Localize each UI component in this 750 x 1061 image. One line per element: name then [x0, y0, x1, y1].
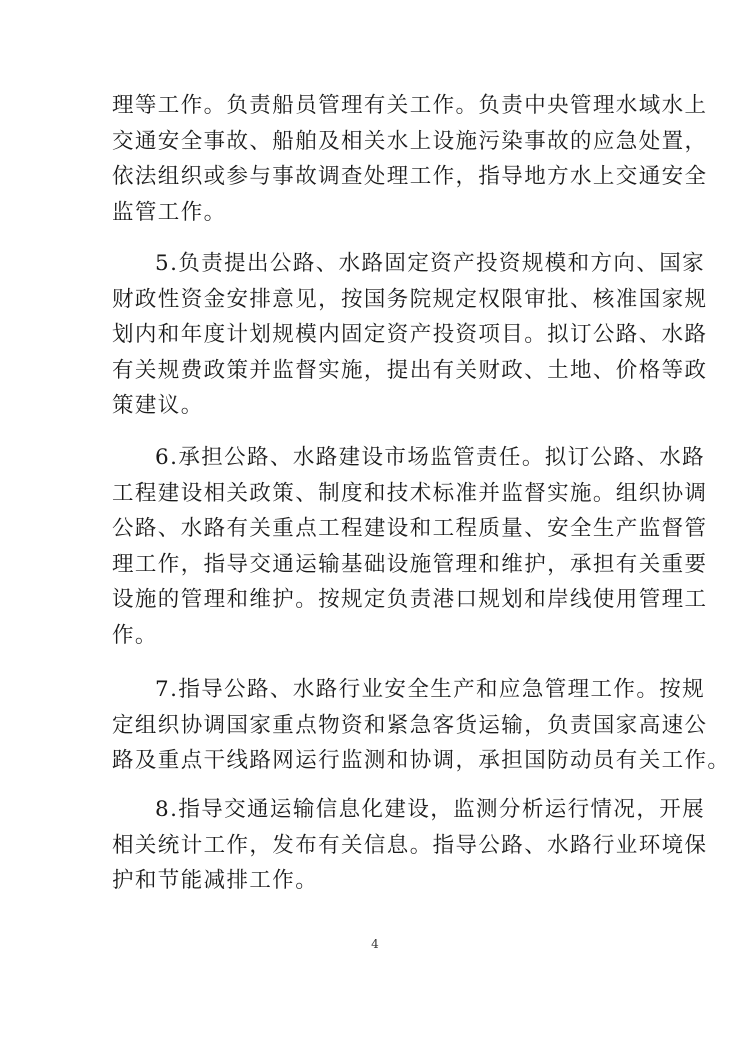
- text-line: 8.指导交通运输信息化建设，监测分析运行情况，开展: [155, 797, 706, 822]
- paragraph-item-7: [112, 672, 731, 779]
- text-line: 划内和年度计划规模内固定资产投资项目。拟订公路、水路: [112, 322, 708, 347]
- text-line: 护和节能减排工作。: [112, 868, 319, 893]
- paragraph-item-6: [112, 440, 708, 653]
- text-line: 公路、水路有关重点工程建设和工程质量、安全生产监督管: [112, 516, 708, 541]
- text-line: 5.负责提出公路、水路固定资产投资规模和方向、国家: [155, 251, 706, 276]
- text-line: 有关规费政策并监督实施，提出有关财政、土地、价格等政: [112, 357, 708, 383]
- text-line: 依法组织或参与事故调查处理工作，指导地方水上交通安全: [112, 164, 708, 189]
- text-line: 交通安全事故、船舶及相关水上设施污染事故的应急处置，: [112, 128, 708, 154]
- text-line: 作。: [112, 622, 158, 648]
- text-line: 理工作，指导交通运输基础设施管理和维护，承担有关重要: [112, 551, 708, 577]
- paragraph-continuation: [112, 88, 708, 230]
- text-line: 策建议。: [112, 393, 204, 418]
- text-line: 路及重点干线路网运行监测和协调，承担国防动员有关工作。: [112, 748, 731, 773]
- text-line: 财政性资金安排意见，按国务院规定权限审批、核准国家规: [112, 286, 708, 312]
- paragraph-item-8: [112, 792, 708, 899]
- text-line: 6.承担公路、水路建设市场监管责任。拟订公路、水路: [155, 445, 706, 470]
- text-line: 理等工作。负责船员管理有关工作。负责中央管理水域水上: [112, 93, 708, 118]
- text-line: 相关统计工作，发布有关信息。指导公路、水路行业环境保: [112, 832, 708, 858]
- text-line: 工程建设相关政策、制度和技术标准并监督实施。组织协调: [112, 480, 708, 506]
- text-line: 监管工作。: [112, 199, 227, 225]
- text-line: 7.指导公路、水路行业安全生产和应急管理工作。按规: [155, 677, 706, 702]
- paragraph-item-5: [112, 246, 708, 424]
- text-line: 定组织协调国家重点物资和紧急客货运输，负责国家高速公: [112, 712, 708, 738]
- text-line: 设施的管理和维护。按规定负责港口规划和岸线使用管理工: [112, 587, 708, 612]
- page-number: 4: [371, 937, 379, 951]
